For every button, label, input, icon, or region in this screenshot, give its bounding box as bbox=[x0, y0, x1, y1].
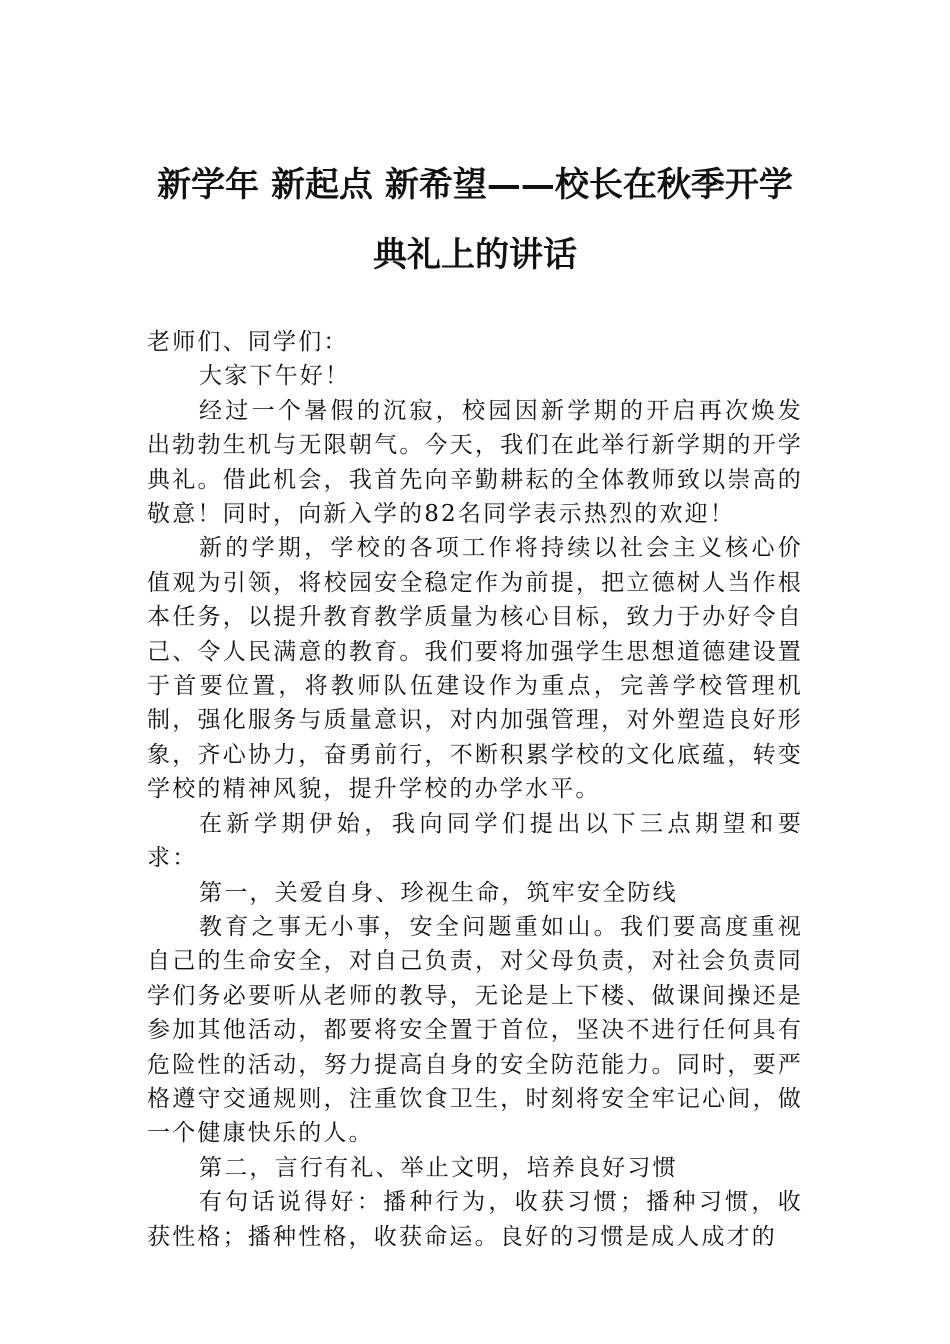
document-title bbox=[147, 150, 803, 290]
document-body bbox=[147, 325, 803, 1254]
salutation: 老师们、同学们： bbox=[147, 329, 349, 355]
section-heading: 第一，关爱自身、珍视生命，筑牢安全防线 bbox=[199, 879, 678, 906]
title-line-2: 典礼上的讲话 bbox=[373, 235, 577, 275]
paragraph: 经过一个暑假的沉寂，校园因新学期的开启再次焕发出勃勃生机与无限朝气。今天，我们在此举行新学期的开学典礼。借此机会，我首先向辛勤耕耘的全体教师致以崇高的敬意！同时，向新入学的82名同学表示热烈的欢迎！ bbox=[147, 397, 803, 528]
section-heading: 第二，言行有礼、举止文明，培养良好习惯 bbox=[199, 1154, 678, 1181]
paragraph: 在新学期伊始，我向同学们提出以下三点期望和要求： bbox=[147, 810, 803, 872]
title-line-1: 新学年 新起点 新希望——校长在秋季开学 bbox=[157, 165, 793, 205]
greeting: 大家下午好！ bbox=[199, 363, 351, 390]
paragraph: 新的学期，学校的各项工作将持续以社会主义核心价值观为引领，将校园安全稳定作为前提，把立德树人当作根本任务，以提升教育教学质量为核心目标，致力于办好令自己、令人民满意的教育。我们要将加强学生思想道德建设置于首要位置，将教师队伍建设作为重点，完善学校管理机制，强化服务与质量意识，对内加强管理，对外塑造良好形象，齐心协力，奋勇前行，不断积累学校的文化底蕴，转变学校的精神风貌，提升学校的办学水平。 bbox=[147, 535, 803, 803]
paragraph: 教育之事无小事，安全问题重如山。我们要高度重视自己的生命安全，对自己负责，对父母负责，对社会负责同学们务必要听从老师的教导，无论是上下楼、做课间操还是参加其他活动，都要将安全置于首位，坚决不进行任何具有危险性的活动，努力提高自身的安全防范能力。同时，要严格遵守交通规则，注重饮食卫生，时刻将安全牢记心间，做一个健康快乐的人。 bbox=[147, 913, 803, 1147]
paragraph: 有句话说得好：播种行为，收获习惯；播种习惯，收获性格；播种性格，收获命运。良好的习惯是成人成才的 bbox=[147, 1189, 803, 1250]
